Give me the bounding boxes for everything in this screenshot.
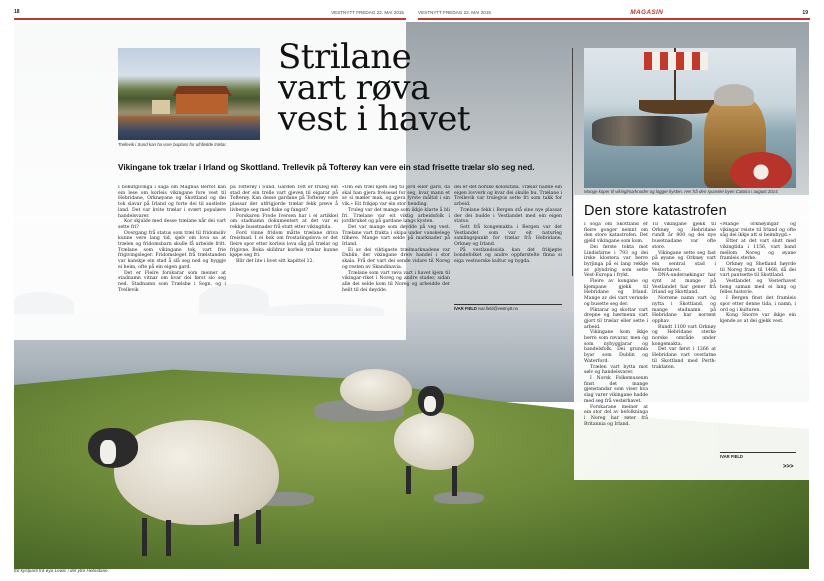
left-page-header [14, 9, 404, 15]
right-masthead: VESTNYTT FREDAG 22. MAI 2015 [418, 10, 491, 15]
viking-caption: Mange koper til vikinglmarknader og logger kysten. Her frå den spanske byen Catoira i august 2014. [584, 189, 779, 194]
byline-name: IVAR FIELD [454, 306, 477, 311]
left-masthead: VESTNYTT FREDAG 22. MAI 2015 [331, 9, 404, 15]
article-title [278, 37, 578, 139]
sidebar-byline: IVAR FIELD [720, 452, 796, 459]
sheep [336, 367, 416, 417]
house [152, 100, 170, 114]
crowd [592, 116, 692, 146]
column-rule [572, 48, 573, 276]
house [176, 94, 228, 114]
sidebar-heading: Den store katastrofen [584, 203, 727, 219]
title-line: vart røva [278, 68, 430, 108]
sidebar-column-2: Til vikingane gjekk til Orknøy og Hebridane rundt år 800 og dei nye busetnadane var ofte store. Vikingane sette seg fast på øyane og Orknøy vart ein sentral stad i Vesterhavet. DNA-undersøkingar har synt at mange på Vestlandet har gener frå Irland og Skottland. Norrøne namn vart òg nytta i Skottland, og mange stadnamn på Hebridane har norrønt opphav. Rundt 1100 vart Orknøy og Hebridane sterke norske område under kongemakta. Det var først i 1266 at Hebridane vart overlatne til Skottland med Perth-traktaten. [652, 222, 716, 370]
title-line: Strilane [278, 37, 412, 77]
water-reflection [118, 116, 260, 140]
article-column-1: I bokutgivinga i saga om Magnus Berfot kan ein lese om korleis vikingane fore vest til Hebridane, Orknøyane og Skottland og dei tok slavar på Irland og forte dei til austleite land. Det var kvite trælar i svært populære handelsvarer. Kor skjulde med desse trælane når dei vart sette fri? Overgang frå status som træl til fridomsliv kunne vere lang tid, sjølv om lova sa at trælen og fridomsbarn skulle få arbeide fritt. Trælane som vikingane tok, vart frie frigivingsleger. Fridomsleget frå trælstanden var kanskje ein stad å slå seg ned og byggje ei heim, ofte på ein eigen gard. Det er Fleire forskarar som meiner at stadnamn vitnar om kvar dei først slo seg ned. Stadnamn som Trælsbø i Sogn, og i Trellevik [118, 185, 226, 293]
article-lead: Vikingane tok trælar i Irland og Skottland. Trellevik på Tofterøy kan vere ein stad frisette trælar slo seg ned. [118, 163, 535, 172]
left-header-rule [14, 18, 406, 20]
sheep [84, 410, 284, 560]
viking-festival-photo [584, 48, 796, 188]
right-page-number: 19 [802, 9, 808, 16]
article-column-3: «Om ein træl kjem seg til jord eller gard, då skal han gjera frelsesøl for seg, kvar mann et av si mæler mak, og gjera fyrste måltid i sin vik.» Eit frikjøp var ein stor hending. Truleg var det mange som ikkje klarte å bli fri. Trælane var eit viktig arbeidsfolk i jordbruket og på gardane langs kysten. Det var mange som døydde på veg vest. Trælane vart frakta i skipa under vanskelege tilhøve. Mange vart selde på marknader på Irland. Ei av dei viktigaste trælmarknadene var Dublin, der vikingane dreiv handel i stor skala. Frå der vart dei sende vidare til Noreg og resten av Skandinavia. Trælane som vart røva vart i havet kjem til vikingar-riket i Noreg og andre stader, sidan alle dei selde kom til Noreg og arbeidde der heilt til dei døydde. [342, 185, 450, 293]
ship-sail [644, 52, 708, 70]
article-column-2: på Tofterøy i Sund. Garden Toft er truleg ein stad der ein trelle vart gjeven til eigarar på Tofterøy. Kan desse gardane på Tofterøy vere plassar der utfrigjorde trælar fekk prøve å livberge seg med fiske og fangst? Forskaren Frode Iversen har i ei artikkel om stadnamn dokumentert at det var ei rekkje busetnader frå stutt etter vikingtida. Ford vinne fridom måtte trælane driva freistnad. I ei bok om frostatingslova er det fleire spor etter korleis lova såg på trælar og frigivne. Boka skildrar korleis trælar kunne kjøpe seg fri. Blir det lite i livet sitt kapittel 12. [230, 185, 338, 265]
continue-arrow-icon: >>> [783, 464, 794, 470]
landscape-caption: Eit kystparti frå øya Lewis i det ytre Hebridane. [14, 568, 109, 573]
sidebar-column-3: «Mange orknøyingar og vikingar reiste til Irland og ofte såg dei ikkje att si heimbygd.» Etter at det vart slutt med vikingtida i 1156, vart band mellom Noreg og øyane framleis sterke. Orknøy og Shetland høyrde til Noreg fram til 1468, då dei vart pantsette til Skottland. Vestlandet og Vesterhavet heng saman med ei lang og felles historie. I Bergen finst det framleis spor etter denne tida, i namn, i ord og i kulturen. Kong Snorre var ikkje ein kjende av at dei gjekk vest. [720, 222, 796, 324]
article-byline [454, 304, 562, 311]
title-line: vest i havet [278, 99, 471, 139]
sidebar-column-1: I soga om Skottland er fleire gonger nemnt om den store katastrofen. Det gjeld vikingane som kom. Dei første tokta mot Lindisfarne i 793 og dei irske klostera var berre byrjinga på ei lang rekkje av plyndring som sette Vest-Europa i frykt. Fleire av kongane og kjempane gjekk til Hebridane og Irland. Mange av dei vart verande og busette seg der. Piktarar og skottar vart drepne og hærmenn vart gjort til trælar eller sette i arbeid. Vikingane kom ikkje berre som røvarar, men òg som nybyggjarar og handelsfolk. Dei grunnla byar som Dublin og Waterford. Trælen vart bytta mot sølv og handelsvarer. I Norsk Folkemuseum finst det mange gjenstandar som viser kva slag varer vikingane hadde med seg frå vesterhavet. Forskarane meiner at ein stor del av befolkninga i Noreg har røter frå Britannia og Irland. [584, 222, 648, 427]
byline-email: ivar.field@vestnytt.no [478, 306, 519, 311]
right-header-rule [418, 18, 810, 20]
right-page-header [418, 9, 808, 16]
viking-shield [730, 152, 792, 188]
article-column-4: dei er det norske kolonitida. Trælar hadde ein eigen lovverk og kvar dei skulle bu. Trælane i Trellevik var trulegvis sette fri som takk for arbeid. Trælane fekk i Bergen stå sine nye plassar der dei budde i Vestlandet med ein eigen status. Sett frå kongemakta i Bergen var det Vestlandet som var eit naturleg samlingspunkt for trælar frå Hebridane, Orknøy og Irland. På vestlandssida kan det frikjøpte bondefolket og andre oppførstelte finna si eiga vestnorske kultur og bygda. [454, 185, 562, 265]
trellevik-house-photo [118, 48, 260, 140]
left-page-number: 18 [14, 9, 20, 15]
section-label: MAGASIN [630, 9, 664, 16]
viking-helmet [714, 84, 754, 106]
house-caption: Trellevik i Sund kan ha vore buplass for ufrifødde trælar. [118, 142, 227, 147]
